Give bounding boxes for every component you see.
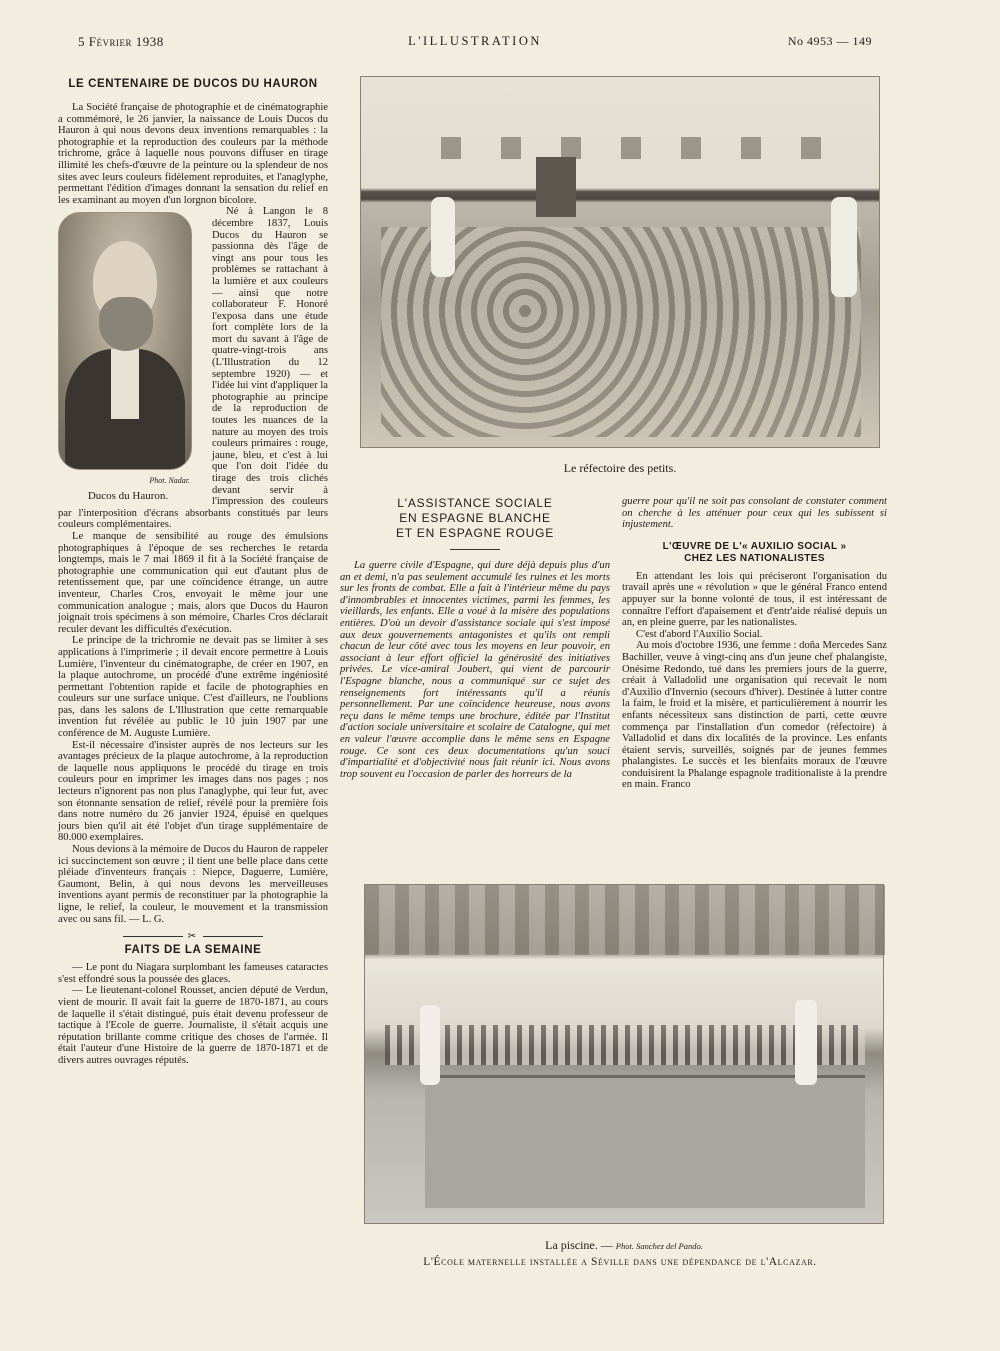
- page-header: [78, 34, 872, 52]
- title-line: EN ESPAGNE BLANCHE: [399, 511, 551, 525]
- paragraph: Au mois d'octobre 1936, une femme : doña Mercedes Sanz Bachiller, veuve à vingt-cinq ans d'un jeune chef phalangiste, Onésime Redondo, tué dans les premiers jours de la guerre, créait à Valladolid une organisation qui recevait le nom d'Auxilio d'Invernio (secours d'hiver). Destinée à lutter contre la faim, le froid et la misère, et particulièrement à nourrir les enfants nécessiteux sans distinction de parti, cette œuvre commença par l'installation d'un comedor (réfectoire) à Valladolid et dans dix localités de la province. Les enfants étaient servis, surveillés, soignés par de jeunes femmes phalangistes. Le succès et les bienfaits moraux de l'œuvre conduisirent la Phalange espagnole traditionaliste à la prendre en main. Franco: [622, 640, 887, 791]
- teacher-figure: [795, 1000, 817, 1085]
- pool-caption-text: La piscine. —: [545, 1238, 613, 1252]
- refectory-caption: Le réfectoire des petits.: [563, 461, 677, 475]
- left-column: [58, 74, 328, 1067]
- paragraph: La Société française de photographie et de cinématographie a commémoré, le 26 janvier, la naissance de Louis Ducos du Hauron à qui nous devons deux inventions remarquables : la photographie et la reproduction des couleurs par la méthode trichrome, grâce à laquelle nous pouvons diffuser en tirage illimité les chefs-d'œuvre de la peinture ou la splendeur de nos sites avec leurs couleurs fidèlement reproduites, et l'anaglyphe, permettant l'édition d'images donnant la sensation du relief en les examinant au moyen d'un lorgnon bicolore.: [58, 102, 328, 206]
- paragraph: Le principe de la trichromie ne devait pas se limiter à ses applications à l'imprimerie ; il devait encore permettre à Louis Lumière, l'inventeur du cinématographe, de créer en 1907, en la plaque autochrome, un procédé d'une extrême ingéniosité permettant l'obtention rapide et facile de photographies en couleurs sur une surface unique. C'est d'ailleurs, ne l'oublions pas, dans les salons de L'Illustration que cette remarquable invention fut révélée au public le 10 juin 1907 par une conférence de M. Auguste Lumière.: [58, 635, 328, 740]
- title-rule: [450, 549, 500, 550]
- portrait-caption: Ducos du Hauron.: [87, 490, 169, 503]
- title-line: ET EN ESPAGNE ROUGE: [395, 526, 555, 540]
- subtitle-line: L'ŒUVRE DE L'« AUXILIO SOCIAL »: [662, 540, 847, 552]
- lead-continuation: guerre pour qu'il ne soit pas consolant de constater comment on cherche à les atténuer pour ceux qui les subissent si injustement.: [622, 496, 887, 531]
- portrait-shirt: [111, 349, 139, 419]
- page-number: No 4953 — 149: [787, 34, 872, 48]
- teacher-figure: [420, 1005, 440, 1085]
- paragraph: Nous devions à la mémoire de Ducos du Hauron de rappeler ici succinctement son œuvre ; il tient une belle place dans cette pléiade d'inventeurs français : Niepce, Daguerre, Lumière, Gaumont, Belin, à qui nous devons les merveilleuses inventions ayant permis de reconstituer par la photographie la ligne, le relief, la couleur, le mouvement et la transmission avec ou sans fil. — L. G.: [58, 844, 328, 925]
- paragraph: Né à Langon le 8 décembre 1837, Louis Ducos du Hauron se passionna dès l'âge de vingt ans pour tous les problèmes se rattachant à la lumière et aux couleurs — ainsi que notre collaborateur F. Honoré l'exposa dans une étude fort complète lors de la mort du savant à l'âge de quatre-vingt-trois ans (L'Illustration du 12 septembre 1920) — et l'idée lui vint d'appliquer la photographie au principe de la reproduction de toutes les nuances de la nature au moyen des trois couleurs primaires : rouge, jaune, bleu, et c'est à lui que l'on doit l'idée du tirage des trois clichés devant servir à l'impression des couleurs par l'interposition d'écrans absorbants constitués par leurs couleurs complémentaires.: [58, 206, 328, 531]
- palm-trees: [365, 885, 885, 955]
- masthead: L'ILLUSTRATION: [408, 34, 542, 48]
- lead-paragraph: La guerre civile d'Espagne, qui dure déjà depuis plus d'un an et demi, n'a pas seulement accumulé les ruines et les morts sur les fronts de combat. Elle a fait à l'intérieur même du pays d'innombrables et innocentes victimes, parmi les femmes, les vieillards, les enfants. Elle a voué à la misère des populations entières. D'où un devoir d'assistance sociale qui s'est imposé aux deux gouvernements antagonistes et qu'ils ont rempli chacun de leur côté avec tous les moyens en leur pouvoir, en associant à leur effort officiel la générosité des initiatives privées. Le vice-amiral Joubert, qui vient de parcourir l'Espagne blanche, nous a communiqué sur ce sujet des renseignements fort intéressants qu'il a réunis personnellement. Par une coïncidence heureuse, nous avons reçu dans le même temps une brochure, éditée par l'Institut d'action sociale universitaire et scolaire de Catalogne, qui met en valeur l'œuvre accomplie dans le même sens en Espagne rouge. Ce sont ces deux documentations qu'un souci d'impartialité et d'objectivité nous fait réunir ici. Nous avons trop souvent eu l'occasion de parler des horreurs de la: [340, 560, 610, 780]
- faits-item: — Le pont du Niagara surplombant les fameuses cataractes s'est effondré sous la poussée des glaces.: [58, 962, 328, 985]
- article-title-ducos: LE CENTENAIRE DE DUCOS DU HAURON: [68, 78, 318, 90]
- doorway: [536, 157, 576, 217]
- paragraph: En attendant les lois qui préciseront l'organisation du travail après une « révolution » que le général Franco entend appuyer sur la bonne volonté de tous, il est intéressant de connaître l'effort d'apaisement et d'entr'aide réalisé depuis un an, en pleine guerre, par les nationalistes.: [622, 570, 887, 629]
- middle-column: [340, 496, 610, 780]
- ornament-divider: ✂: [58, 931, 328, 942]
- right-column: [622, 496, 887, 791]
- paragraph: C'est d'abord l'Auxilio Social.: [636, 628, 763, 640]
- issue-date: 5 Février 1938: [78, 34, 164, 49]
- pool-water: [425, 1075, 865, 1208]
- children-row: [385, 1025, 865, 1065]
- nurse-figure: [831, 197, 857, 297]
- paragraph: Est-il nécessaire d'insister auprès de nos lecteurs sur les avantages précieux de la plaque autochrome, à la reproduction de laquelle nous appliquons le procédé du tirage en trois couleurs pour en imprimer les images dans nos pages ; nos lecteurs n'ignorent pas non plus l'anaglyphe, qui leur fut, avec son étonnante sensation de relief, révélé pour la première fois dans notre numéro du 26 janvier 1924, épuisé en quelques jours bien qu'il ait été l'objet d'un tirage supplémentaire de 80.000 exemplaires.: [58, 739, 328, 844]
- faits-title: FAITS DE LA SEMAINE: [124, 944, 262, 957]
- subtitle-line: CHEZ LES NATIONALISTES: [684, 552, 825, 564]
- pool-photo: [364, 884, 884, 1224]
- portrait-beard: [99, 297, 153, 351]
- refectory-photo: [360, 76, 880, 448]
- portrait-block: [58, 212, 198, 502]
- title-line: L'ASSISTANCE SOCIALE: [397, 496, 553, 510]
- nurse-figure: [431, 197, 455, 277]
- paragraph: Le manque de sensibilité au rouge des émulsions photographiques à l'époque de ses recherches le retarda longtemps, mais le 7 mai 1869 il fit à la Société française de photographie une communication qui eut d'autant plus de retentissement que, par une coïncidence étrange, un autre inventeur, Charles Cros, envoyait le même jour une communication analogue ; mais, alors que Ducos du Hauron joignait trois spécimens à son mémoire, Charles Cros déclarait reculer devant les difficultés d'exécution.: [58, 530, 328, 635]
- pool-caption: [364, 1238, 884, 1253]
- ecole-caption: L'École maternelle installée a Séville dans une dépendance de l'Alcazar.: [423, 1256, 817, 1268]
- pool-credit: Phot. Sanchez del Pando.: [615, 1241, 703, 1251]
- auxilio-subtitle: [622, 541, 887, 565]
- wall-frieze: [401, 137, 841, 159]
- portrait-photo: [58, 212, 192, 470]
- portrait-credit: Phot. Nadar.: [149, 476, 190, 486]
- article-title-espagne: [340, 496, 610, 541]
- faits-item: — Le lieutenant-colonel Rousset, ancien député de Verdun, vient de mourir. Il avait fait la guerre de 1870-1871, au cours de laquelle il s'était distingué, puis était devenu professeur de tactique à l'Ecole de guerre. Journaliste, il s'était acquis une réputation brillante comme critique des choses de l'armée. Il était l'auteur d'une Histoire de la guerre de 1870-1871 et de divers autres ouvrages réputés.: [58, 985, 328, 1066]
